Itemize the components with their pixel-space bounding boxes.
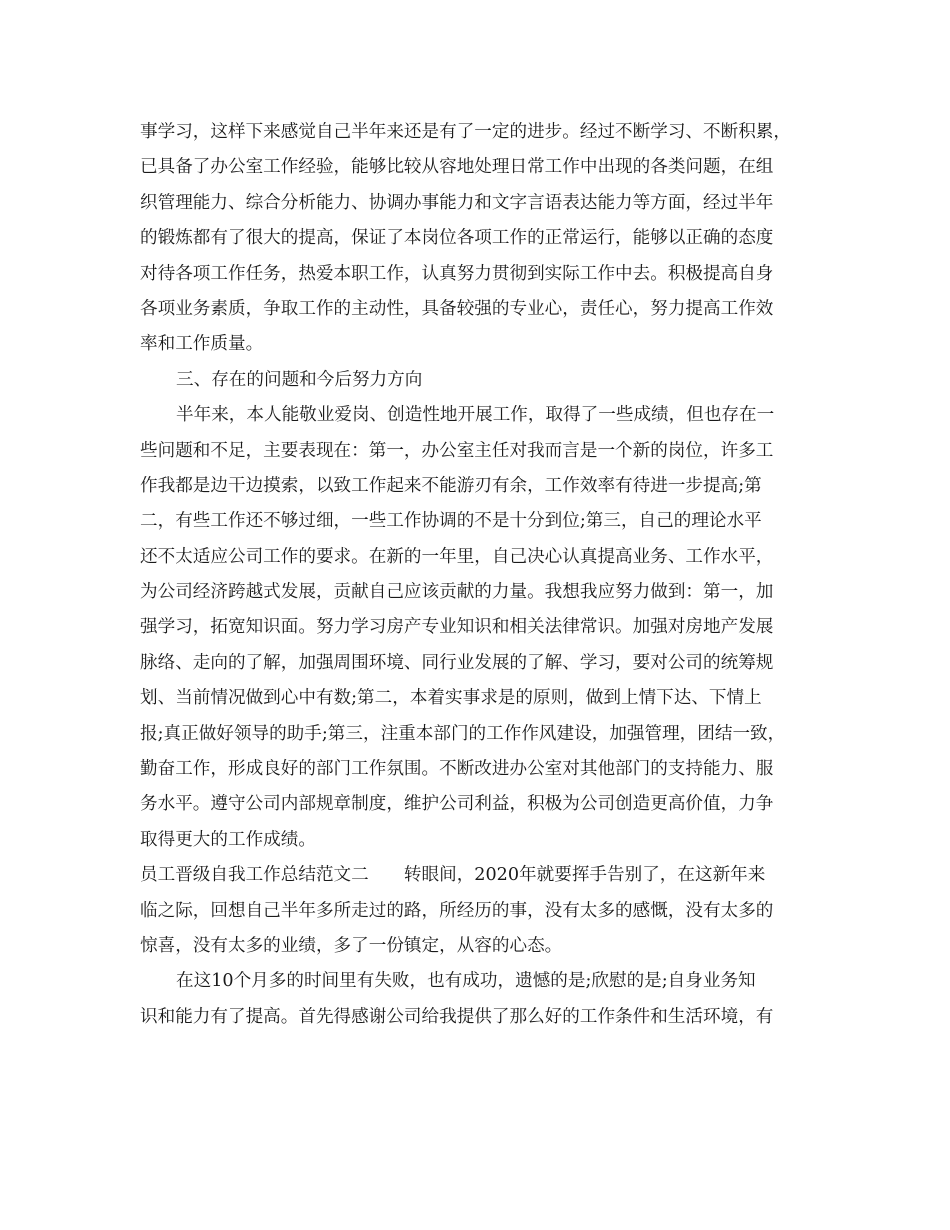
text-line: 还不太适应公司工作的要求。在新的一年里，自己决心认真提高业务、工作水平， xyxy=(140,546,774,567)
text-line: 划、当前情况做到心中有数;第二，本着实事求是的原则，做到上情下达、下情上 xyxy=(140,688,762,709)
text-line: 事学习，这样下来感觉自己半年来还是有了一定的进步。经过不断学习、不断积累， xyxy=(140,122,791,142)
text-line: 已具备了办公室工作经验，能够比较从容地处理日常工作中出现的各类问题，在组 xyxy=(140,157,774,178)
text-line: 勤奋工作，形成良好的部门工作氛围。不断改进办公室对其他部门的支持能力、服 xyxy=(140,759,774,780)
text-line: 识和能力有了提高。首先得感谢公司给我提供了那么好的工作条件和生活环境，有 xyxy=(140,1006,774,1027)
text-line: 务水平。遵守公司内部规章制度，维护公司利益，积极为公司创造更高价值，力争 xyxy=(140,794,774,815)
text-line: 临之际，回想自己半年多所走过的路，所经历的事，没有太多的感慨，没有太多的 xyxy=(140,900,774,921)
text-line: 报;真正做好领导的助手;第三，注重本部门的工作作风建设，加强管理，团结一致， xyxy=(140,723,786,744)
text-line: 对待各项工作任务，热爱本职工作，认真努力贯彻到实际工作中去。积极提高自身 xyxy=(140,263,774,284)
text-line: 为公司经济跨越式发展，贡献自己应该贡献的力量。我想我应努力做到：第一，加 xyxy=(140,582,774,603)
text-line: 强学习，拓宽知识面。努力学习房产专业知识和相关法律常识。加强对房地产发展 xyxy=(140,617,774,638)
text-line: 各项业务素质，争取工作的主动性，具备较强的专业心，责任心，努力提高工作效 xyxy=(140,298,774,319)
article-title-line: 员工晋级自我工作总结范文二 转眼间，2020年就要挥手告别了，在这新年来 xyxy=(140,865,766,886)
text-line: 些问题和不足，主要表现在：第一，办公室主任对我而言是一个新的岗位，许多工 xyxy=(140,440,774,461)
document-body xyxy=(140,115,830,1035)
section-heading: 三、存在的问题和今后努力方向 xyxy=(176,369,423,390)
text-line: 惊喜，没有太多的业绩，多了一份镇定，从容的心态。 xyxy=(140,935,563,956)
text-line: 取得更大的工作成绩。 xyxy=(140,829,316,850)
text-line: 二，有些工作还不够过细，一些工作协调的不是十分到位;第三，自己的理论水平 xyxy=(140,511,762,532)
paragraph-first-line: 在这10个月多的时间里有失败，也有成功，遗憾的是;欣慰的是;自身业务知 xyxy=(176,971,756,992)
text-line: 脉络、走向的了解，加强周围环境、同行业发展的了解、学习，要对公司的统筹规 xyxy=(140,652,774,673)
paragraph-first-line: 半年来，本人能敬业爱岗、创造性地开展工作，取得了一些成绩，但也存在一 xyxy=(176,405,775,426)
text-line: 的锻炼都有了很大的提高，保证了本岗位各项工作的正常运行，能够以正确的态度 xyxy=(140,228,774,249)
text-line: 率和工作质量。 xyxy=(140,334,264,355)
text-line: 织管理能力、综合分析能力、协调办事能力和文字言语表达能力等方面，经过半年 xyxy=(140,192,774,213)
text-line: 作我都是边干边摸索，以致工作起来不能游刃有余，工作效率有待进一步提高;第 xyxy=(140,475,762,496)
